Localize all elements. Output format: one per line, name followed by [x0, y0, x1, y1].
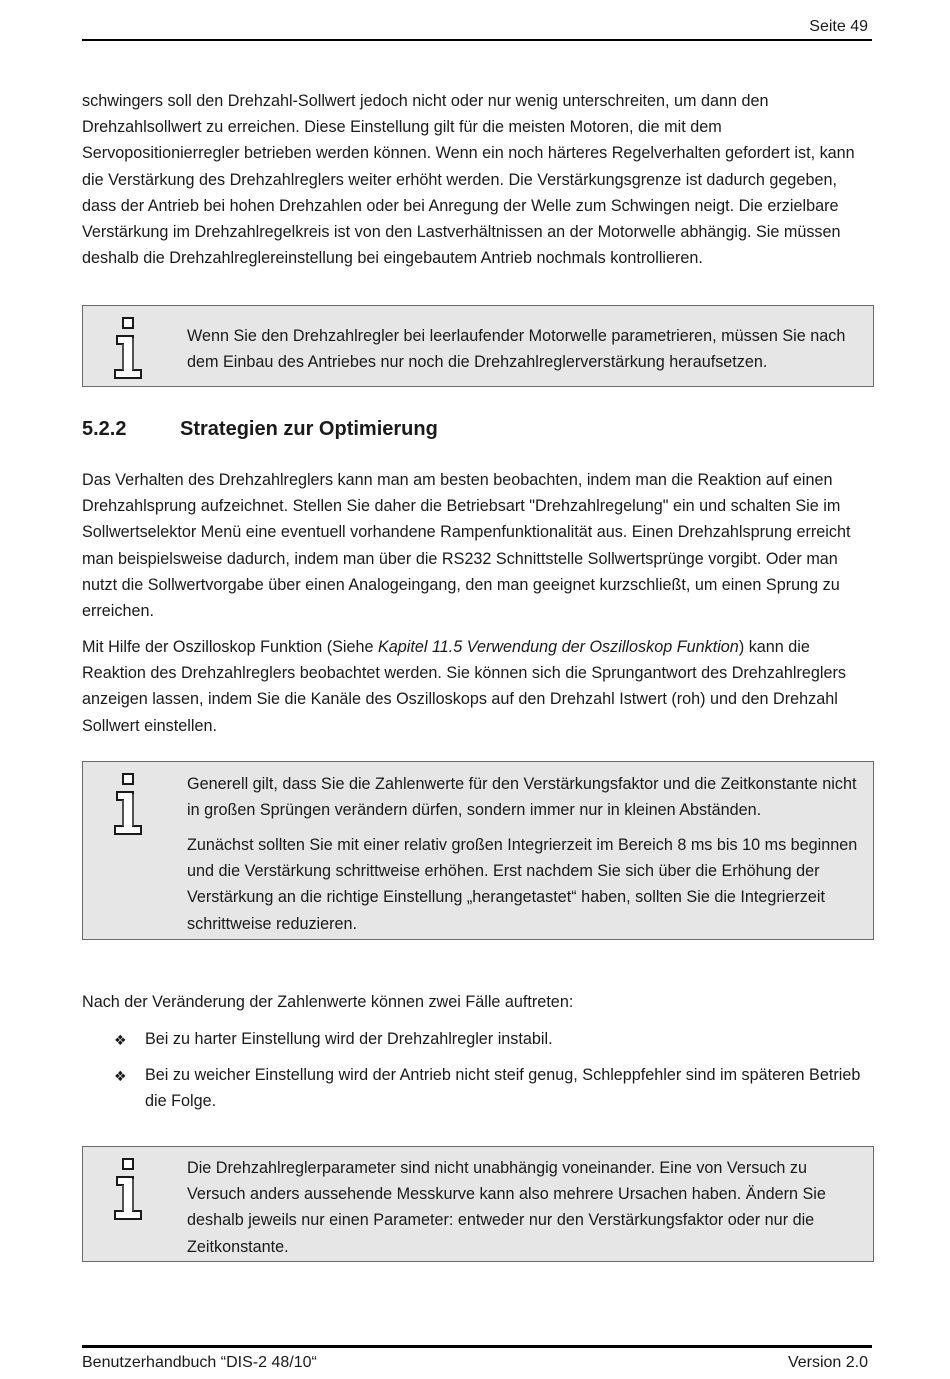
paragraph-2: Das Verhalten des Drehzahlreglers kann man am besten beobachten, indem man die Reaktion auf einen Drehzahlsprung aufzeichnet. Stellen Sie daher die Betriebsart "Drehzahlregelung" ein und schalten Sie im Sollwertselektor Menü eine eventuell vorhandene Rampenfunktionalität aus. Einen Drehzahlsprung erreicht man beispielsweise dadurch, indem man über die RS232 Schnittstelle Sollwertsprünge vorgibt. Oder man nutzt die Sollwertvorgabe über einen Analogeingang, den man geeignet kurzschließt, um einen Sprung zu erreichen. [82, 471, 851, 621]
info-box-3-text: Die Drehzahlreglerparameter sind nicht unabhängig voneinander. Eine von Versuch zu Versuch anders aussehende Messkurve kann also mehrere Ursachen haben. Ändern Sie deshalb jeweils nur einen Parameter: entweder nur den Verstärkungsfaktor oder nur die Zeitkonstante. [187, 1159, 826, 1256]
paragraph-3-start: Mit Hilfe der Oszilloskop Funktion (Siehe [82, 638, 378, 656]
section-title: Strategien zur Optimierung [180, 418, 438, 440]
bullet-symbol: ❖ [114, 1032, 127, 1048]
info-box-2-text-a: Generell gilt, dass Sie die Zahlenwerte für den Verstärkungsfaktor und die Zeitkonstante nicht in großen Sprüngen verändern dürfen, sondern immer nur in kleinen Abständen. [187, 775, 857, 820]
footer-rule [82, 1345, 872, 1348]
info-box-2-text-b: Zunächst sollten Sie mit einer relativ großen Integrierzeit im Bereich 8 ms bis 10 ms beginnen und die Verstärkung schrittweise erhöhen. Erst nachdem Sie sich über die Erhöhung der Verstärkung an die richtige Einstellung „herangetastet“ haben, sollten Sie die Integrierzeit schrittweise reduzieren. [187, 836, 858, 933]
page-number: Seite 49 [809, 18, 868, 35]
paragraph-4: Nach der Veränderung der Zahlenwerte können zwei Fälle auftreten: [82, 993, 574, 1011]
info-box-1 [82, 305, 874, 387]
paragraph-1: schwingers soll den Drehzahl-Sollwert jedoch nicht oder nur wenig unterschreiten, um dann den Drehzahlsollwert zu erreichen. Diese Einstellung gilt für die meisten Motoren, die mit dem Servopositionierregler betrieben werden können. Wenn ein noch härteres Regelverhalten gefordert ist, kann die Verstärkung des Drehzahlreglers weiter erhöht werden. Die Verstärkungsgrenze ist dadurch gegeben, dass der Antrieb bei hohen Drehzahlen oder bei Anregung der Welle zum Schwingen neigt. Die erzielbare Verstärkung im Drehzahlregelkreis ist von den Lastverhältnissen an der Motorwelle abhängig. Sie müssen deshalb die Drehzahlreglereinstellung bei eingebautem Antrieb nochmals kontrollieren. [82, 92, 855, 268]
chapter-reference: Kapitel 11.5 Verwendung der Oszilloskop Funktion [377, 638, 739, 656]
section-number: 5.2.2 [82, 418, 127, 440]
footer-manual-title: Benutzerhandbuch “DIS-2 48/10“ [82, 1354, 317, 1371]
bullet-symbol: ❖ [114, 1068, 127, 1084]
list-item: Bei zu weicher Einstellung wird der Antrieb nicht steif genug, Schleppfehler sind im späteren Betrieb die Folge. [145, 1066, 861, 1111]
footer-version: Version 2.0 [787, 1354, 868, 1371]
header-rule [82, 39, 872, 41]
info-box-1-text: Wenn Sie den Drehzahlregler bei leerlaufender Motorwelle parametrieren, müssen Sie nach dem Einbau des Antriebes nur noch die Drehzahlreglerverstärkung heraufsetzen. [187, 327, 846, 372]
info-icon [111, 772, 145, 836]
section-heading [82, 418, 438, 441]
paragraph-3 [82, 634, 872, 739]
list-item: Bei zu harter Einstellung wird der Drehzahlregler instabil. [145, 1030, 553, 1048]
info-box-3 [82, 1146, 874, 1262]
info-icon [111, 1157, 145, 1221]
info-box-2 [82, 761, 874, 940]
paragraph-3-end: ) kann die Reaktion des Drehzahlreglers beobachtet werden. Sie können sich die Sprungantwort des Drehzahlreglers anzeigen lassen, indem Sie die Kanäle des Oszilloskops auf den Drehzahl Istwert (roh) und den Drehzahl Sollwert einstellen. [82, 638, 846, 735]
info-icon [111, 316, 145, 380]
